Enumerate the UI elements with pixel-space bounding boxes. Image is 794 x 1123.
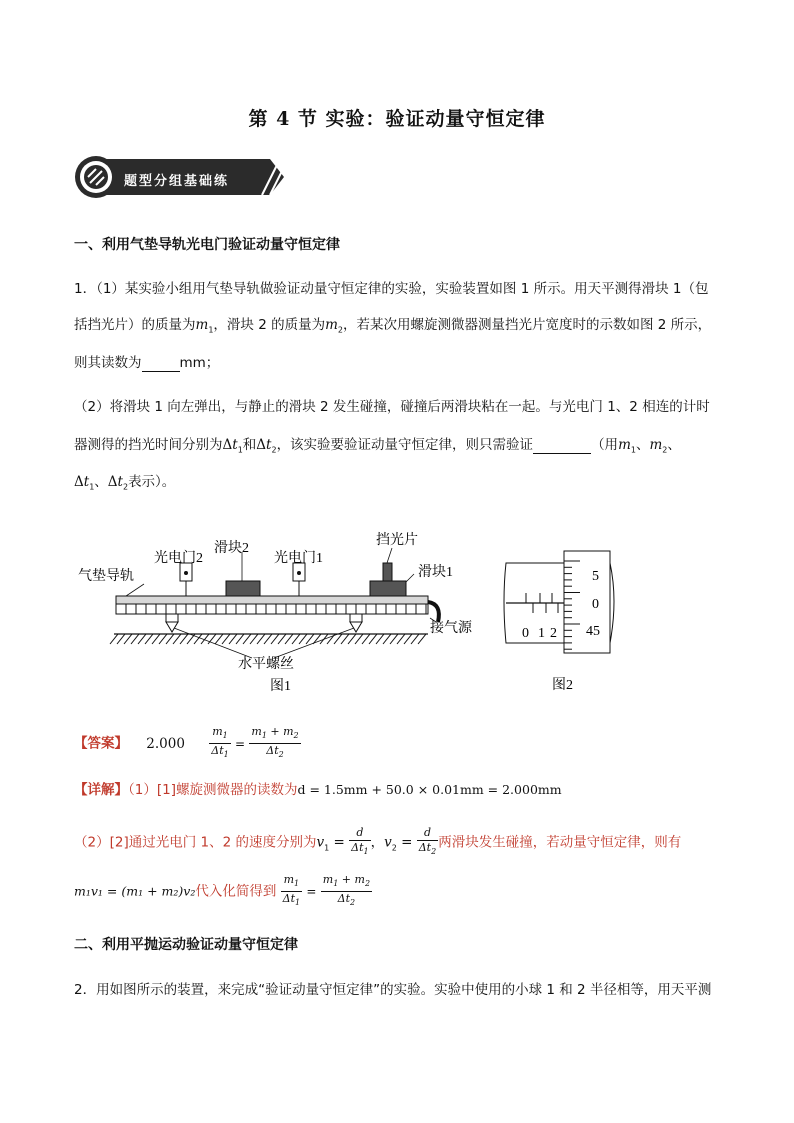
section-heading-1: 一、利用气垫导轨光电门验证动量守恒定律 bbox=[74, 237, 340, 253]
momentum-equation: m₁v₁ = (m₁ + m₂)v₂ bbox=[74, 883, 196, 899]
label-photogate-2: 光电门2 bbox=[154, 551, 203, 566]
answer-value: 2.000 bbox=[146, 735, 185, 752]
label-slider-1: 滑块1 bbox=[418, 565, 453, 580]
q1-part2-line-3: $\Delta t_1$、$\Delta t_2$表示）。 bbox=[74, 474, 176, 492]
main-label-1: 1 bbox=[538, 626, 545, 641]
label-level-screws: 水平螺丝 bbox=[238, 657, 294, 672]
q1-line-2: 括挡光片）的质量为$m_1$，滑块 2 的质量为$m_2$，若某次用螺旋测微器测量挡光片宽度时的示数如图 2 所示， bbox=[74, 317, 712, 335]
main-label-0: 0 bbox=[522, 626, 529, 641]
answer-blank-1 bbox=[142, 355, 180, 372]
micrometer-formula: d = 1.5mm + 50.0 × 0.01mm = 2.000mm bbox=[297, 782, 562, 797]
answer-tag: 【答案】 bbox=[74, 735, 128, 752]
label-air-source: 接气源 bbox=[430, 621, 472, 636]
scale-label-45: 45 bbox=[586, 624, 600, 639]
q1-part2-line-1: （2）将滑块 1 向左弹出，与静止的滑块 2 发生碰撞，碰撞后两滑块粘在一起。与光电门 1、2 相连的计时 bbox=[74, 399, 710, 415]
banner-label: 题型分组基础练 bbox=[124, 174, 230, 189]
main-label-2: 2 bbox=[550, 626, 557, 641]
answer-blank-2 bbox=[533, 437, 591, 454]
scale-label-0: 0 bbox=[592, 597, 599, 612]
figure-1-air-track bbox=[74, 522, 494, 700]
scale-label-5: 5 bbox=[592, 569, 599, 584]
detail-tag: 【详解】 bbox=[74, 782, 128, 798]
answer-line bbox=[74, 725, 301, 762]
detail-line-1: 【详解】（1）[1]螺旋测微器的读数为d = 1.5mm + 50.0 × 0.01mm = 2.000mm bbox=[74, 782, 562, 798]
detail-line-3: m₁v₁ = (m₁ + m₂)v₂代入化简得到 $\frac{m_1}{\Delta t_1}$ = $\frac{m_1 + m_2}{\Delta t_2}$ bbox=[74, 873, 371, 908]
label-air-track: 气垫导轨 bbox=[78, 569, 134, 584]
label-shading-plate: 挡光片 bbox=[376, 533, 418, 548]
detail-line-2: （2）[2]通过光电门 1、2 的速度分别为$v_1$ = $\frac{d}{\Delta t_1}$ ，$v_2$ = $\frac{d}{\Delta t_2}$ 两滑块发生碰撞，若动量守恒定律，则有 bbox=[74, 826, 682, 857]
page-title: 第 4 节 实验：验证动量守恒定律 bbox=[248, 108, 546, 130]
figure-2-micrometer bbox=[500, 545, 640, 695]
figure-1-caption: 图1 bbox=[270, 679, 291, 694]
answer-formula: $\frac{m_1}{\Delta t_1}$ = $\frac{m_1 + m_2}{\Delta t_2}$ bbox=[211, 725, 299, 760]
label-slider-2: 滑块2 bbox=[214, 541, 249, 556]
q1-part2-line-2: 器测得的挡光时间分别为$\Delta t_1$和$\Delta t_2$，该实验要验证动量守恒定律，则只需验证 （用$m_1$、$m_2$、 bbox=[74, 437, 681, 455]
label-photogate-1: 光电门1 bbox=[274, 551, 323, 566]
section-heading-2: 二、利用平抛运动验证动量守恒定律 bbox=[74, 937, 298, 953]
q1-line-3: 则其读数为 mm； bbox=[74, 355, 220, 371]
figure-2-caption: 图2 bbox=[552, 678, 573, 693]
q2-line-1: 2．用如图所示的装置，来完成“验证动量守恒定律”的实验。实验中使用的小球 1 和 2 半径相等，用天平测 bbox=[74, 982, 712, 998]
q1-line-1: 1．（1）某实验小组用气垫导轨做验证动量守恒定律的实验，实验装置如图 1 所示。用天平测得滑块 1（包 bbox=[74, 281, 709, 297]
